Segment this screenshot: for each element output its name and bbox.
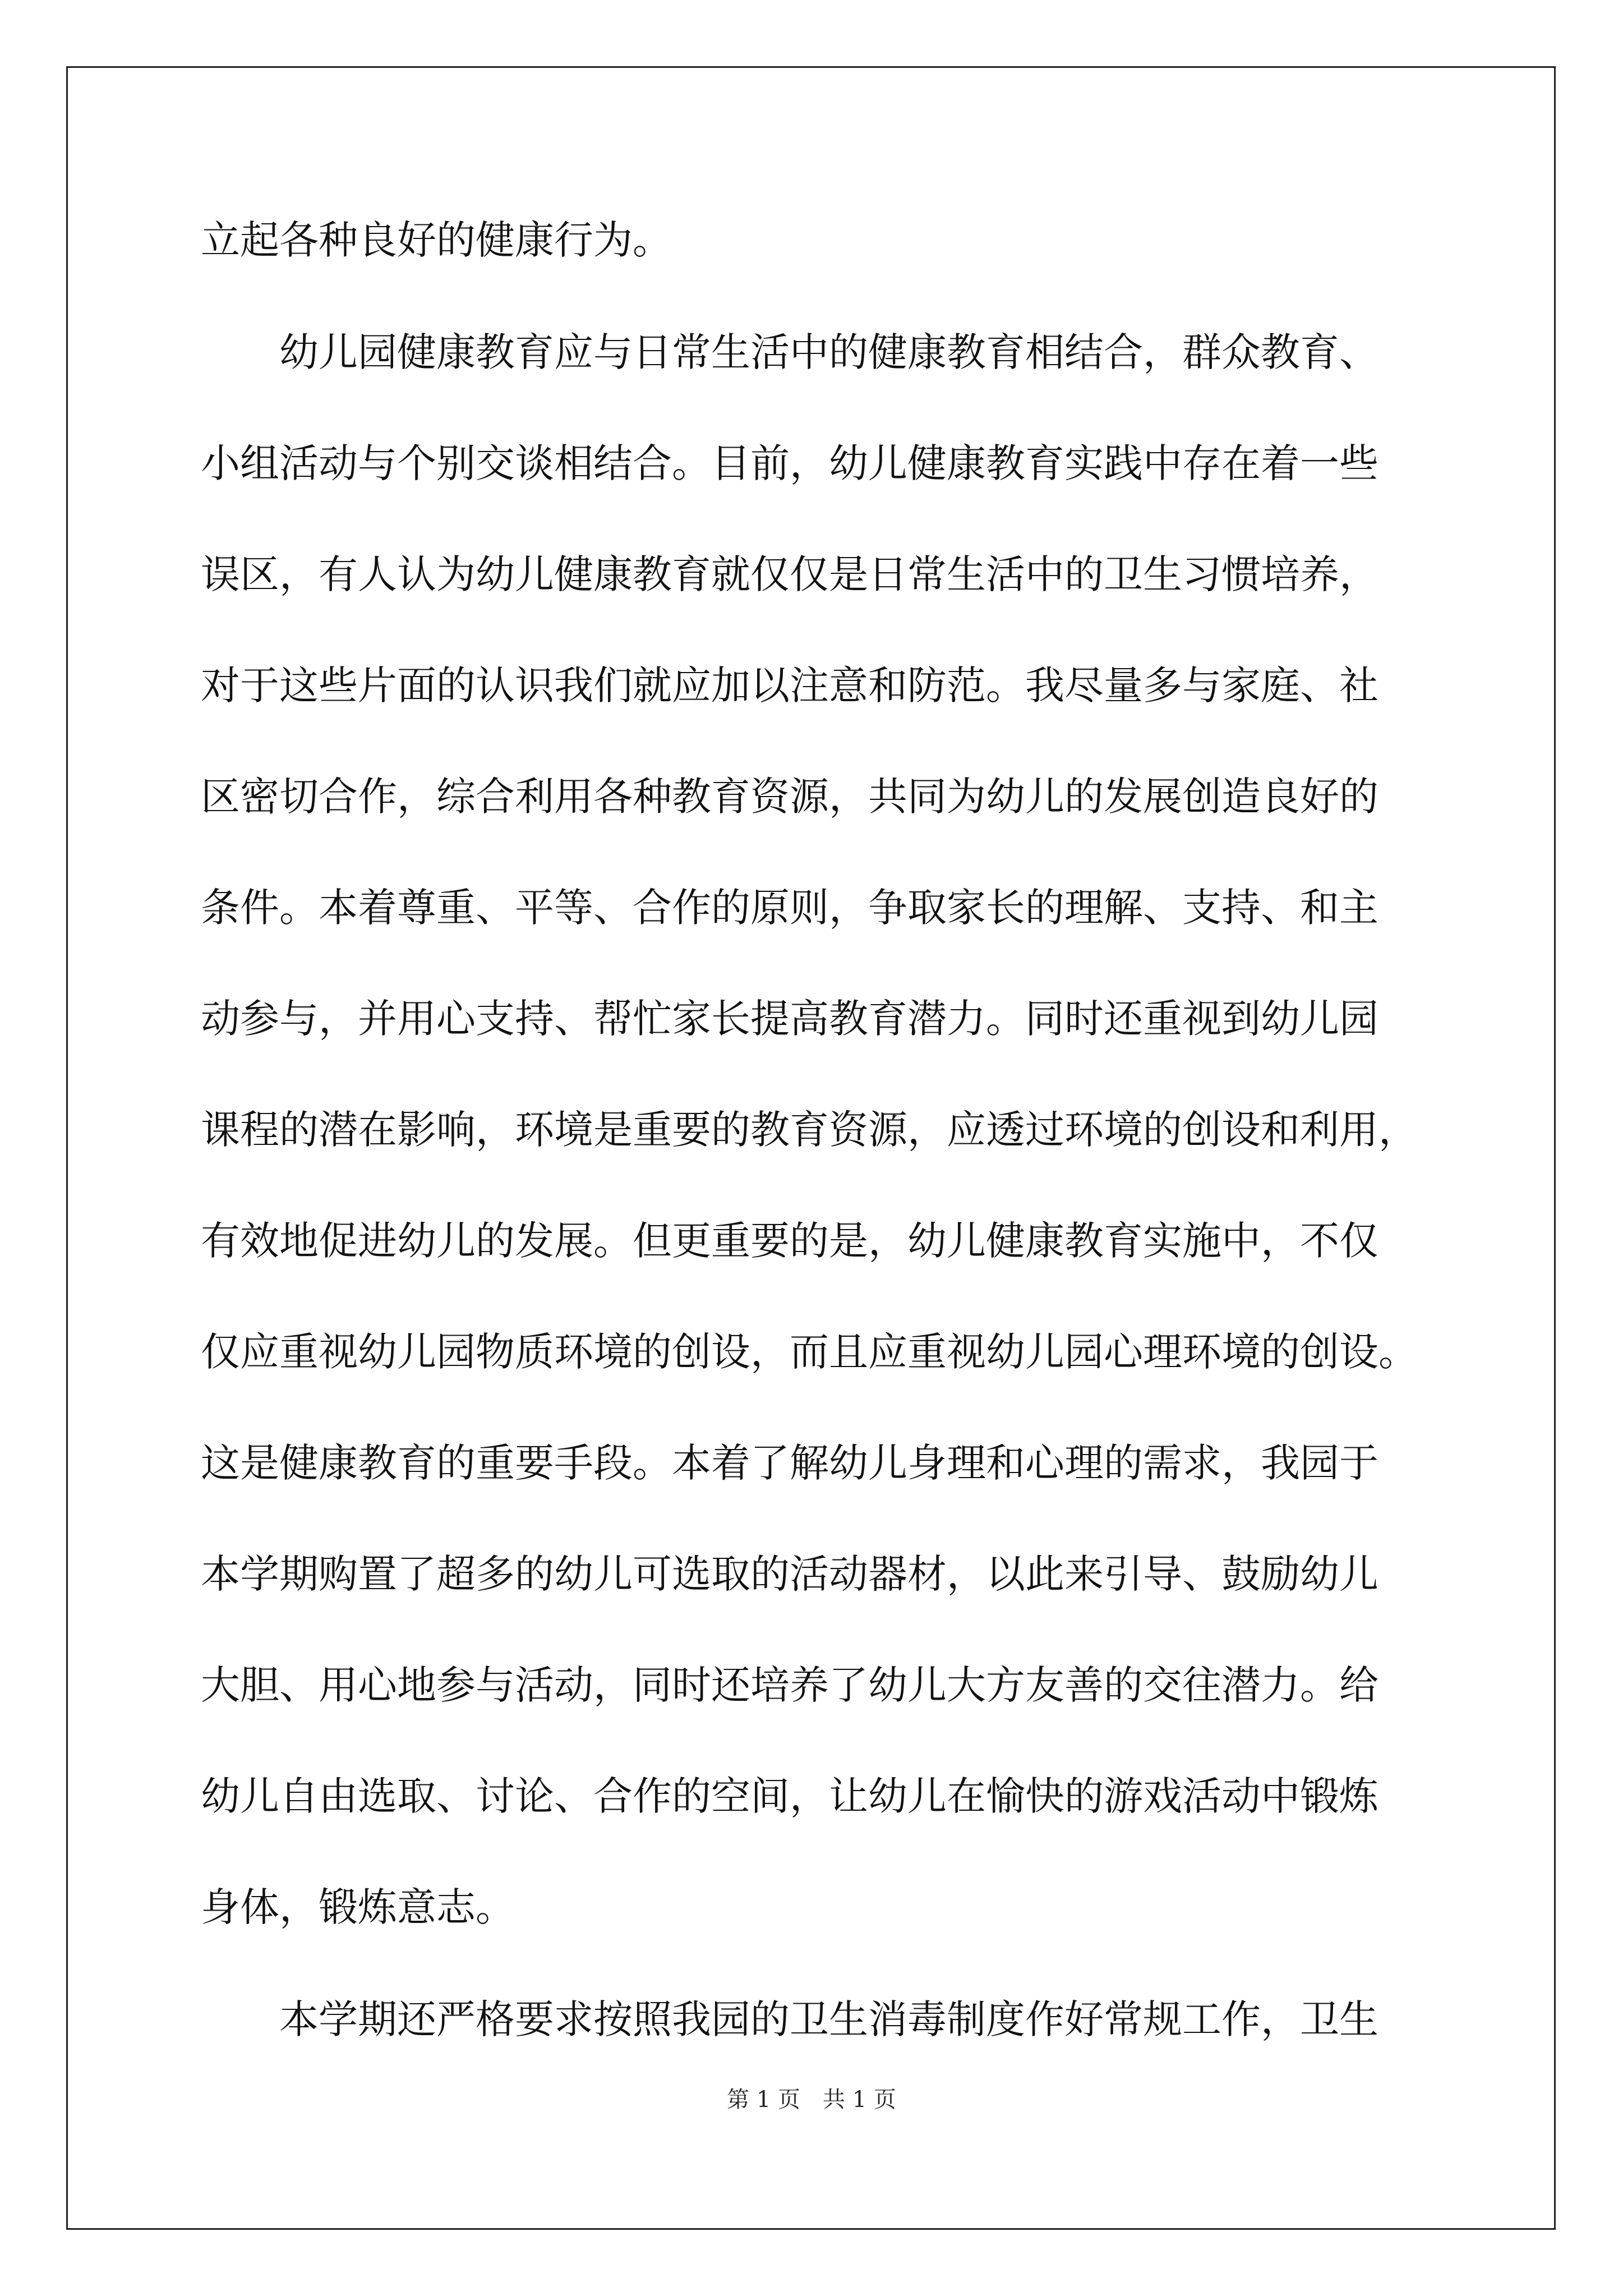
paragraph-2-line-4: 对于这些片面的认识我们就应加以注意和防范。我尽量多与家庭、社 xyxy=(201,662,1378,708)
page-number-footer: 第 1 页 共 1 页 xyxy=(727,2087,896,2113)
paragraph-2-line-3: 误区，有人认为幼儿健康教育就仅仅是日常生活中的卫生习惯培养， xyxy=(201,551,1378,597)
paragraph-2-line-14: 幼儿自由选取、讨论、合作的空间，让幼儿在愉快的游戏活动中锻炼 xyxy=(201,1773,1378,1819)
paragraph-2-line-15: 身体，锻炼意志。 xyxy=(201,1884,515,1930)
paragraph-2-line-5: 区密切合作，综合利用各种教育资源，共同为幼儿的发展创造良好的 xyxy=(201,774,1378,820)
paragraph-2-line-13: 大胆、用心地参与活动，同时还培养了幼儿大方友善的交往潜力。给 xyxy=(201,1662,1378,1708)
paragraph-2-line-10: 仅应重视幼儿园物质环境的创设，而且应重视幼儿园心理环境的创设。 xyxy=(201,1329,1418,1375)
paragraph-2-line-7: 动参与，并用心支持、帮忙家长提高教育潜力。同时还重视到幼儿园 xyxy=(201,996,1378,1042)
paragraph-2-line-12: 本学期购置了超多的幼儿可选取的活动器材，以此来引导、鼓励幼儿 xyxy=(201,1551,1378,1597)
paragraph-2-line-11: 这是健康教育的重要手段。本着了解幼儿身理和心理的需求，我园于 xyxy=(201,1440,1378,1486)
paragraph-2-line-1: 幼儿园健康教育应与日常生活中的健康教育相结合，群众教育、 xyxy=(279,329,1378,375)
paragraph-1-line-1: 立起各种良好的健康行为。 xyxy=(201,217,672,263)
paragraph-2-line-2: 小组活动与个别交谈相结合。目前，幼儿健康教育实践中存在着一些 xyxy=(201,440,1378,486)
paragraph-2-line-9: 有效地促进幼儿的发展。但更重要的是，幼儿健康教育实施中，不仅 xyxy=(201,1218,1378,1264)
paragraph-3-line-1: 本学期还严格要求按照我园的卫生消毒制度作好常规工作，卫生 xyxy=(279,1996,1378,2042)
paragraph-2-line-8: 课程的潜在影响，环境是重要的教育资源，应透过环境的创设和利用， xyxy=(201,1107,1418,1153)
paragraph-2-line-6: 条件。本着尊重、平等、合作的原则，争取家长的理解、支持、和主 xyxy=(201,885,1378,931)
